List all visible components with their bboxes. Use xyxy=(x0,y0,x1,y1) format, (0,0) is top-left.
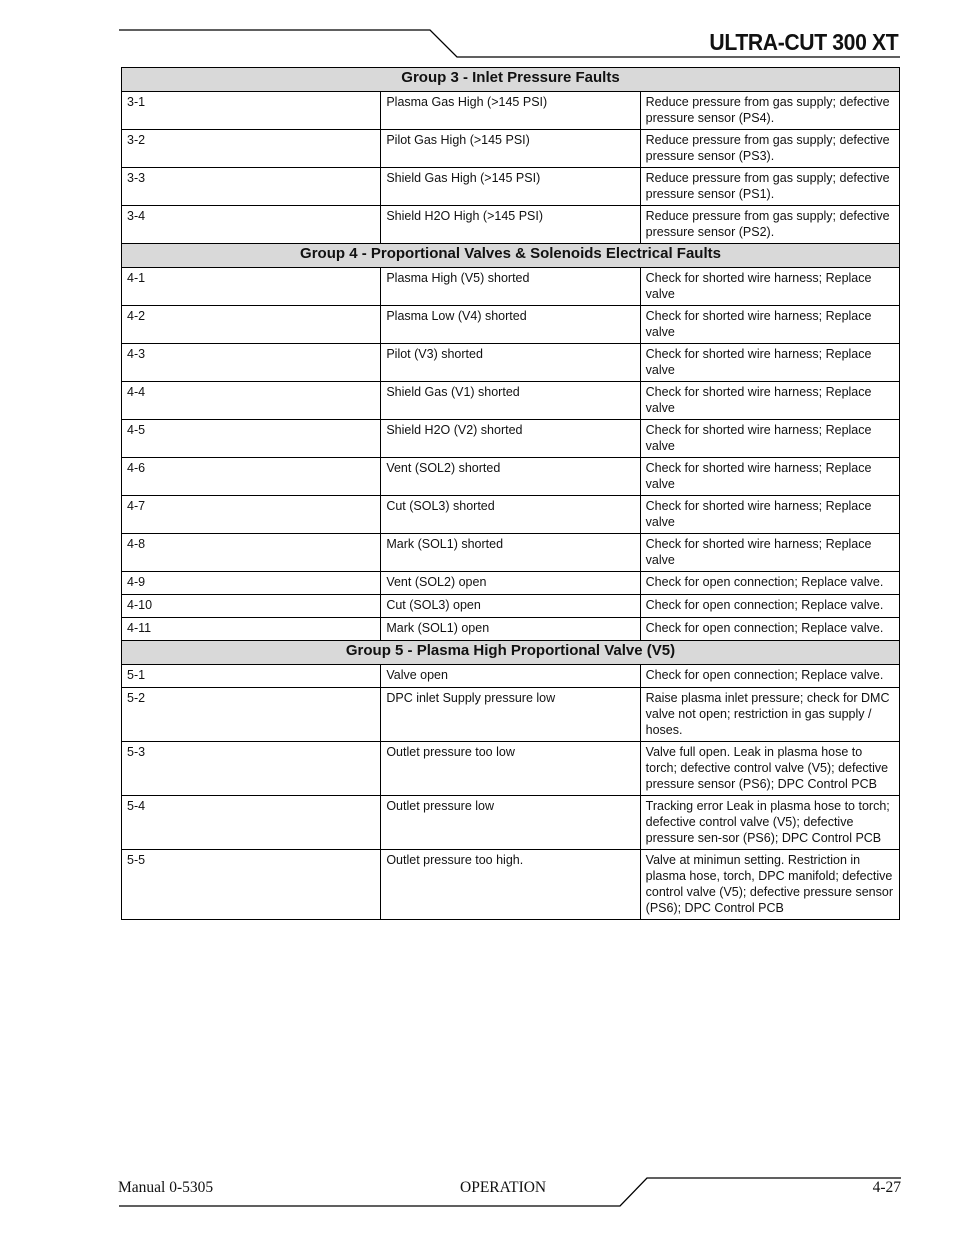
table-row xyxy=(122,796,900,850)
fault-action: Raise plasma inlet pressure; check for DMC valve not open; restriction in gas supply / hoses. xyxy=(640,688,899,742)
table-row xyxy=(122,420,900,458)
fault-action: Reduce pressure from gas supply; defective pressure sensor (PS3). xyxy=(640,130,899,168)
fault-code: 4-9 xyxy=(122,572,381,595)
fault-code: 4-4 xyxy=(122,382,381,420)
table-row xyxy=(122,458,900,496)
table-row xyxy=(122,130,900,168)
fault-name: Vent (SOL2) shorted xyxy=(381,458,640,496)
table-row xyxy=(122,268,900,306)
fault-name: Shield Gas High (>145 PSI) xyxy=(381,168,640,206)
fault-code: 5-2 xyxy=(122,688,381,742)
fault-name: Shield H2O (V2) shorted xyxy=(381,420,640,458)
table-row xyxy=(122,850,900,920)
table-row xyxy=(122,534,900,572)
table-row xyxy=(122,618,900,641)
manual-number: Manual 0-5305 xyxy=(118,1179,214,1196)
fault-code: 4-3 xyxy=(122,344,381,382)
fault-action: Check for shorted wire harness; Replace valve xyxy=(640,458,899,496)
table-row xyxy=(122,344,900,382)
fault-name: Cut (SOL3) open xyxy=(381,595,640,618)
fault-code: 5-1 xyxy=(122,665,381,688)
table-row xyxy=(122,572,900,595)
fault-code: 5-5 xyxy=(122,850,381,920)
fault-code: 4-5 xyxy=(122,420,381,458)
fault-code: 4-7 xyxy=(122,496,381,534)
fault-name: DPC inlet Supply pressure low xyxy=(381,688,640,742)
fault-action: Check for shorted wire harness; Replace valve xyxy=(640,382,899,420)
fault-action: Valve at minimun setting. Restriction in plasma hose, torch, DPC manifold; defective control valve (V5); defective pressure sensor (PS6); DPC Control PCB xyxy=(640,850,899,920)
group-title: Group 3 - Inlet Pressure Faults xyxy=(122,68,900,92)
fault-name: Plasma High (V5) shorted xyxy=(381,268,640,306)
table-row xyxy=(122,306,900,344)
page-number: 4-27 xyxy=(872,1179,901,1196)
fault-name: Outlet pressure too low xyxy=(381,742,640,796)
fault-name: Mark (SOL1) shorted xyxy=(381,534,640,572)
fault-action: Check for shorted wire harness; Replace valve xyxy=(640,420,899,458)
group-title: Group 5 - Plasma High Proportional Valve (V5) xyxy=(122,641,900,665)
fault-action: Check for shorted wire harness; Replace valve xyxy=(640,534,899,572)
table-row xyxy=(122,665,900,688)
fault-action: Reduce pressure from gas supply; defective pressure sensor (PS4). xyxy=(640,92,899,130)
section-name: OPERATION xyxy=(460,1179,547,1196)
page-title: ULTRA-CUT 300 XT xyxy=(709,29,898,55)
fault-name: Valve open xyxy=(381,665,640,688)
fault-action: Check for shorted wire harness; Replace valve xyxy=(640,496,899,534)
fault-action: Check for shorted wire harness; Replace valve xyxy=(640,306,899,344)
fault-code: 4-2 xyxy=(122,306,381,344)
table-row xyxy=(122,92,900,130)
table-row xyxy=(122,742,900,796)
fault-name: Pilot (V3) shorted xyxy=(381,344,640,382)
group-header-row xyxy=(122,641,900,665)
fault-action: Check for shorted wire harness; Replace valve xyxy=(640,268,899,306)
fault-code: 4-11 xyxy=(122,618,381,641)
fault-code: 5-3 xyxy=(122,742,381,796)
fault-code: 3-1 xyxy=(122,92,381,130)
fault-code: 4-6 xyxy=(122,458,381,496)
fault-code: 3-4 xyxy=(122,206,381,244)
fault-name: Pilot Gas High (>145 PSI) xyxy=(381,130,640,168)
fault-name: Mark (SOL1) open xyxy=(381,618,640,641)
fault-code: 3-2 xyxy=(122,130,381,168)
fault-action: Reduce pressure from gas supply; defective pressure sensor (PS2). xyxy=(640,206,899,244)
group-header-row xyxy=(122,68,900,92)
table-row xyxy=(122,168,900,206)
fault-action: Reduce pressure from gas supply; defective pressure sensor (PS1). xyxy=(640,168,899,206)
fault-name: Shield Gas (V1) shorted xyxy=(381,382,640,420)
fault-name: Plasma Gas High (>145 PSI) xyxy=(381,92,640,130)
fault-code: 4-1 xyxy=(122,268,381,306)
fault-name: Shield H2O High (>145 PSI) xyxy=(381,206,640,244)
table-row xyxy=(122,206,900,244)
fault-name: Outlet pressure low xyxy=(381,796,640,850)
fault-action: Check for open connection; Replace valve. xyxy=(640,595,899,618)
fault-action: Valve full open. Leak in plasma hose to torch; defective control valve (V5); defective pressure sensor (PS6); DPC Control PCB xyxy=(640,742,899,796)
fault-name: Outlet pressure too high. xyxy=(381,850,640,920)
table-row xyxy=(122,496,900,534)
table-row xyxy=(122,382,900,420)
fault-name: Plasma Low (V4) shorted xyxy=(381,306,640,344)
fault-action: Tracking error Leak in plasma hose to torch; defective control valve (V5); defective pressure sen-sor (PS6); DPC Control PCB xyxy=(640,796,899,850)
fault-action: Check for open connection; Replace valve. xyxy=(640,572,899,595)
fault-name: Cut (SOL3) shorted xyxy=(381,496,640,534)
fault-action: Check for shorted wire harness; Replace valve xyxy=(640,344,899,382)
group-title: Group 4 - Proportional Valves & Solenoids Electrical Faults xyxy=(122,244,900,268)
table-row xyxy=(122,595,900,618)
fault-code-table xyxy=(121,67,900,920)
fault-code: 5-4 xyxy=(122,796,381,850)
fault-code: 4-8 xyxy=(122,534,381,572)
fault-action: Check for open connection; Replace valve. xyxy=(640,618,899,641)
group-header-row xyxy=(122,244,900,268)
fault-code: 3-3 xyxy=(122,168,381,206)
fault-code: 4-10 xyxy=(122,595,381,618)
fault-action: Check for open connection; Replace valve. xyxy=(640,665,899,688)
fault-name: Vent (SOL2) open xyxy=(381,572,640,595)
table-row xyxy=(122,688,900,742)
